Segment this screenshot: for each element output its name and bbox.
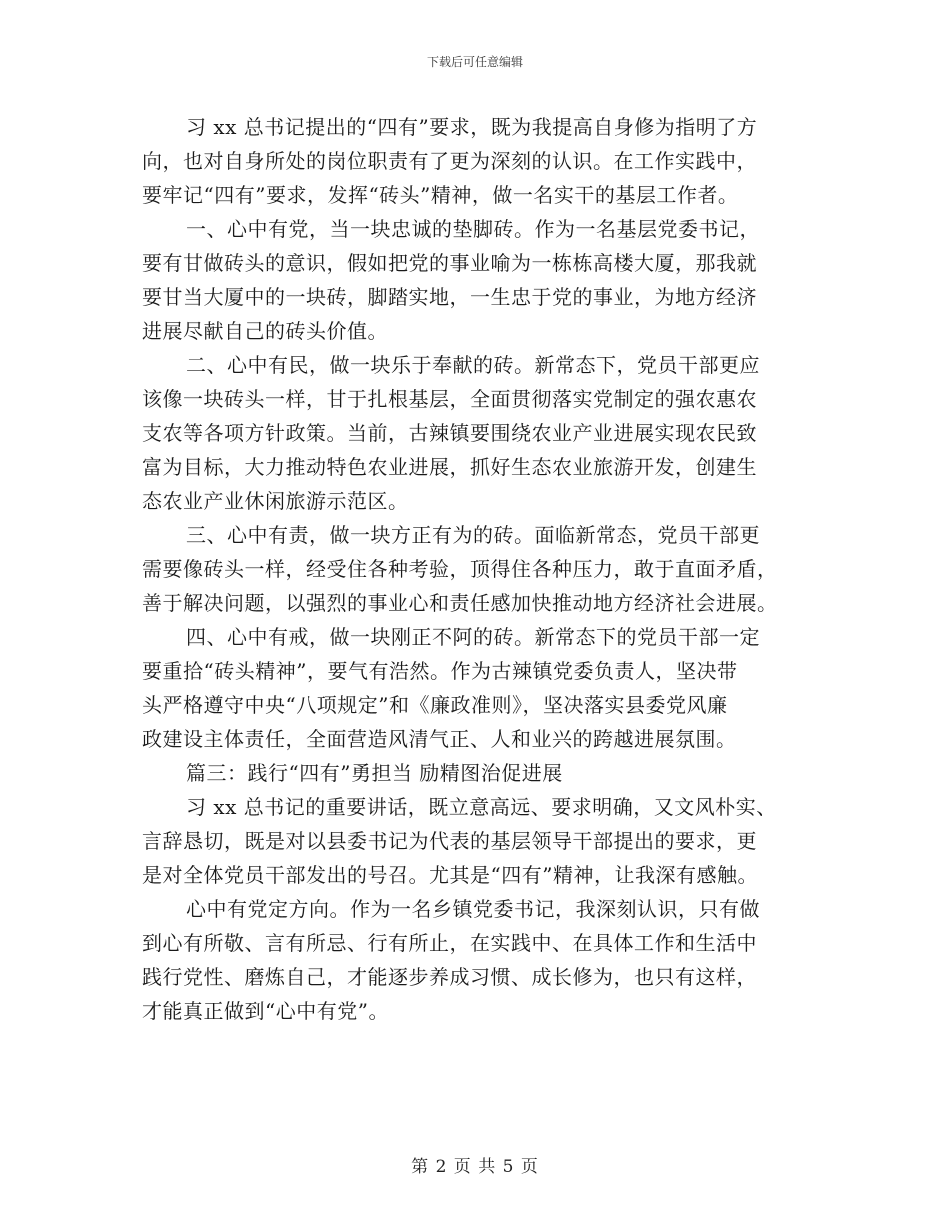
paragraph-line: 心中有党定方向。作为一名乡镇党委书记，我深刻认识，只有做 — [186, 897, 760, 921]
paragraph-line: 向，也对自身所处的岗位职责有了更为深刻的认识。在工作实践中， — [142, 149, 757, 173]
paragraph-line: 三、心中有责，做一块方正有为的砖。面临新常态，党员干部更 — [186, 523, 760, 547]
paragraph-line: 要牢记“四有”要求，发挥“砖头”精神，做一名实干的基层工作者。 — [142, 183, 739, 207]
paragraph-line: 习 xx 总书记提出的“四有”要求，既为我提高自身修为指明了方 — [186, 115, 758, 139]
paragraph-line: 到心有所敬、言有所忌、行有所止，在实践中、在具体工作和生活中 — [142, 931, 757, 955]
paragraph-line: 进展尽献自己的砖头价值。 — [142, 319, 388, 343]
paragraph-line: 践行党性、磨炼自己，才能逐步养成习惯、成长修为，也只有这样， — [142, 965, 757, 989]
paragraph-line: 善于解决问题，以强烈的事业心和责任感加快推动地方经济社会进展。 — [142, 591, 778, 615]
paragraph-line: 需要像砖头一样，经受住各种考验，顶得住各种压力，敢于直面矛盾， — [142, 557, 778, 581]
paragraph-line: 支农等各项方针政策。当前，古辣镇要围绕农业产业进展实现农民致 — [142, 421, 757, 445]
paragraph-line: 要重拾“砖头精神”，要气有浩然。作为古辣镇党委负责人，坚决带 — [142, 659, 738, 683]
paragraph-line: 习 xx 总书记的重要讲话，既立意高远、要求明确，又文风朴实、 — [186, 795, 777, 819]
paragraph-line: 富为目标，大力推动特色农业进展，抓好生态农业旅游开发，创建生 — [142, 455, 757, 479]
paragraph-line: 态农业产业休闲旅游示范区。 — [142, 489, 409, 513]
paragraph-line: 言辞恳切，既是对以县委书记为代表的基层领导干部提出的要求，更 — [142, 829, 757, 853]
page-indicator: 第 2 页 共 5 页 — [411, 1157, 539, 1177]
paragraph-line: 是对全体党员干部发出的号召。尤其是“四有”精神，让我深有感触。 — [142, 863, 758, 887]
section-heading: 篇三：践行“四有”勇担当 励精图治促进展 — [186, 761, 563, 785]
header-note: 下载后可任意编辑 — [426, 55, 523, 69]
paragraph-line: 要甘当大厦中的一块砖，脚踏实地，一生忠于党的事业，为地方经济 — [142, 285, 757, 309]
paragraph-line: 四、心中有戒，做一块刚正不阿的砖。新常态下的党员干部一定 — [186, 625, 760, 649]
paragraph-line: 该像一块砖头一样，甘于扎根基层，全面贯彻落实党制定的强农惠农 — [142, 387, 757, 411]
paragraph-line: 才能真正做到“心中有党”。 — [142, 999, 389, 1023]
paragraph-line: 要有甘做砖头的意识，假如把党的事业喻为一栋栋高楼大厦，那我就 — [142, 251, 757, 275]
paragraph-line: 二、心中有民，做一块乐于奉献的砖。新常态下，党员干部更应 — [186, 353, 760, 377]
paragraph-line: 一、心中有党，当一块忠诚的垫脚砖。作为一名基层党委书记， — [186, 217, 760, 241]
document-body — [142, 110, 822, 1028]
paragraph-line: 政建设主体责任，全面营造风清气正、人和业兴的跨越进展氛围。 — [142, 727, 737, 751]
paragraph-line: 头严格遵守中央“八项规定”和《廉政准则》，坚决落实县委党风廉 — [142, 693, 728, 717]
